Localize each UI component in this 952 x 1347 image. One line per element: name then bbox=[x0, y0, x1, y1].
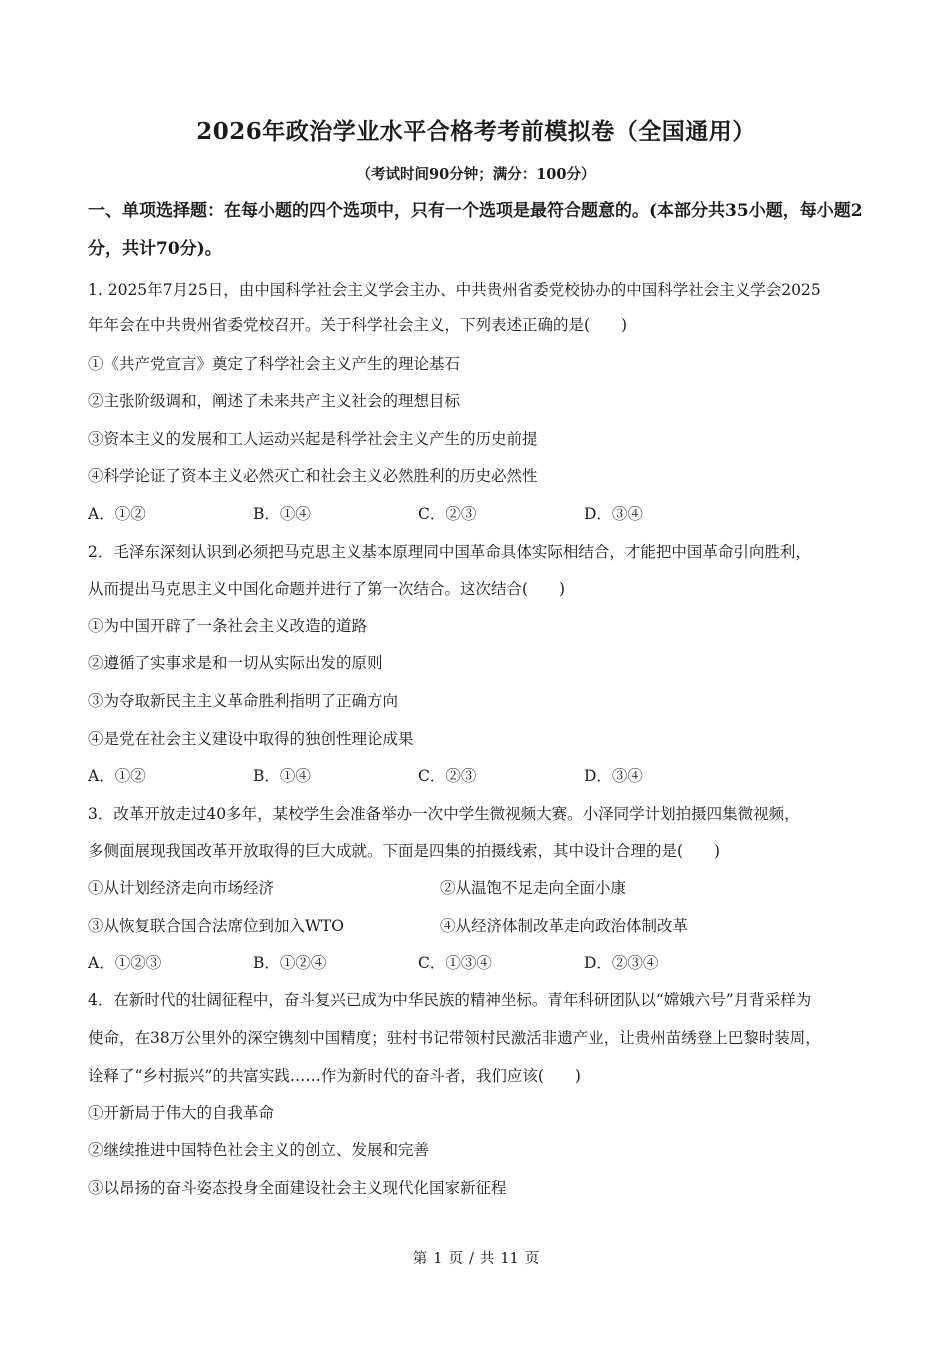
q3-option-a: A．①②③ bbox=[88, 954, 162, 972]
q3-option-b: B．①②④ bbox=[253, 954, 327, 972]
q1-option-c: C．②③ bbox=[418, 505, 477, 523]
q2-option-d: D．③④ bbox=[584, 767, 643, 785]
page-label: 第 bbox=[412, 1251, 428, 1267]
q1-stem-line-1: 1. 2025年7月25日，由中国科学社会主义学会主办、中共贵州省委党校协办的中国科学社会主义学会2025 bbox=[88, 281, 821, 299]
total-unit: 页 bbox=[524, 1251, 540, 1267]
q4-statement-2: ②继续推进中国特色社会主义的创立、发展和完善 bbox=[88, 1141, 430, 1159]
q3-stem-line-1: 3．改革开放走过40多年，某校学生会准备举办一次中学生微视频大赛。小泽同学计划拍摄四集微视频， bbox=[88, 805, 800, 823]
q4-stem-line-3: 诠释了“乡村振兴”的共富实践……作为新时代的奋斗者，我们应该( ) bbox=[88, 1067, 581, 1085]
page-footer bbox=[0, 1247, 952, 1268]
q1-option-a: A．①② bbox=[88, 505, 146, 523]
q1-statement-1: ①《共产党宣言》奠定了科学社会主义产生的理论基石 bbox=[88, 355, 461, 373]
q2-statement-4: ④是党在社会主义建设中取得的独创性理论成果 bbox=[88, 730, 414, 748]
q2-stem-line-2: 从而提出马克思主义中国化命题并进行了第一次结合。这次结合( ) bbox=[88, 580, 566, 598]
q3-stem-line-2: 多侧面展现我国改革开放取得的巨大成就。下面是四集的拍摄线索，其中设计合理的是( ) bbox=[88, 842, 721, 860]
q1-option-b: B．①④ bbox=[253, 505, 311, 523]
page-separator: / bbox=[468, 1251, 474, 1267]
q1-option-d: D．③④ bbox=[584, 505, 643, 523]
q4-stem-line-1: 4．在新时代的壮阔征程中，奋斗复兴已成为中华民族的精神坐标。青年科研团队以“嫦娥六号”月背采样为 bbox=[88, 991, 812, 1009]
q3-statement-2: ②从温饱不足走向全面小康 bbox=[440, 879, 627, 897]
q3-statement-4: ④从经济体制改革走向政治体制改革 bbox=[440, 917, 689, 935]
total-label: 共 bbox=[479, 1251, 495, 1267]
q3-statement-1: ①从计划经济走向市场经济 bbox=[88, 879, 275, 897]
section-heading: 一、单项选择题：在每小题的四个选项中，只有一个选项是最符合题意的。(本部分共35小题，每小题2 分，共计70分)。 bbox=[88, 201, 863, 259]
q4-statement-1: ①开新局于伟大的自我革命 bbox=[88, 1104, 275, 1122]
q3-statement-3: ③从恢复联合国合法席位到加入WTO bbox=[88, 917, 344, 935]
q2-statement-2: ②遵循了实事求是和一切从实际出发的原则 bbox=[88, 654, 383, 672]
page-number: 1 bbox=[433, 1251, 443, 1267]
q2-statement-1: ①为中国开辟了一条社会主义改造的道路 bbox=[88, 617, 368, 635]
q1-statement-3: ③资本主义的发展和工人运动兴起是科学社会主义产生的历史前提 bbox=[88, 430, 538, 448]
q2-option-a: A．①② bbox=[88, 767, 146, 785]
q1-stem-line-2: 年年会在中共贵州省委党校召开。关于科学社会主义，下列表述正确的是( ) bbox=[88, 316, 628, 334]
q3-option-d: D．②③④ bbox=[584, 954, 659, 972]
page-unit: 页 bbox=[448, 1251, 463, 1267]
q2-statement-3: ③为夺取新民主主义革命胜利指明了正确方向 bbox=[88, 692, 399, 710]
q1-statement-4: ④科学论证了资本主义必然灭亡和社会主义必然胜利的历史必然性 bbox=[88, 467, 538, 485]
total-pages: 11 bbox=[500, 1251, 519, 1267]
q4-statement-3: ③以昂扬的奋斗姿态投身全面建设社会主义现代化国家新征程 bbox=[88, 1179, 507, 1197]
q2-option-c: C．②③ bbox=[418, 767, 477, 785]
q3-option-c: C．①③④ bbox=[418, 954, 492, 972]
q1-statement-2: ②主张阶级调和，阐述了未来共产主义社会的理想目标 bbox=[88, 392, 461, 410]
exam-info: （考试时间90分钟；满分：100分） bbox=[356, 166, 596, 183]
page-title: 2026年政治学业水平合格考考前模拟卷（全国通用） bbox=[196, 118, 756, 145]
q2-option-b: B．①④ bbox=[253, 767, 311, 785]
q4-stem-line-2: 使命，在38万公里外的深空镌刻中国精度；驻村书记带领村民激活非遗产业，让贵州苗绣登上巴黎时装周， bbox=[88, 1029, 821, 1047]
q2-stem-line-1: 2．毛泽东深刻认识到必须把马克思主义基本原理同中国革命具体实际相结合，才能把中国革命引向胜利， bbox=[88, 543, 811, 561]
